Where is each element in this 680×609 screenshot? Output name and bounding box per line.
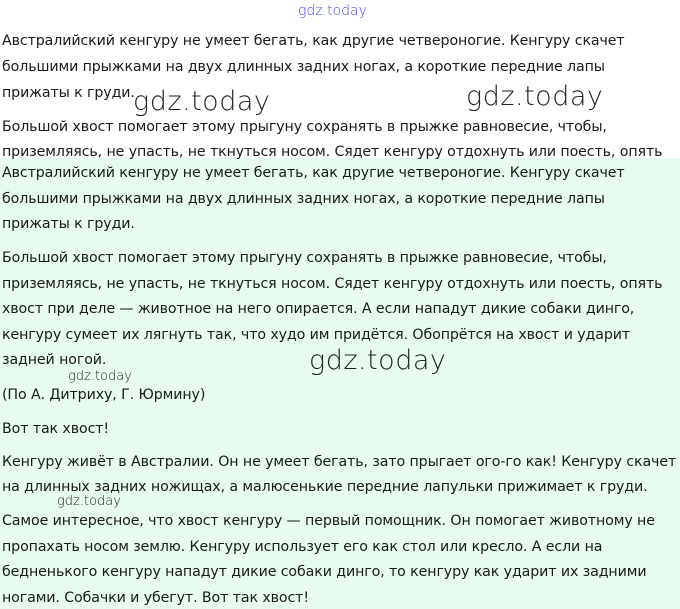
text-line: на длинных задних ножищах, а малюсенькие передние лапульки прижимает к груди. <box>2 479 648 495</box>
watermark: gdz.today <box>68 369 132 384</box>
text-line: большими прыжками на двух длинных задних ногах, а короткие передние лапы <box>2 59 605 75</box>
text-line: задней ногой. <box>2 352 107 368</box>
text-line: кенгуру сумеет их лягнуть так, что худо им придётся. Обопрётся на хвост и ударит <box>2 327 631 343</box>
story-title: Вот так хвост! <box>2 421 110 437</box>
attribution: (По А. Дитриху, Г. Юрмину) <box>2 387 206 403</box>
text-line: приземляясь, не упасть, не ткнуться носом. Сядет кенгуру отдохнуть или поесть, опять <box>2 144 663 160</box>
text-line: прижаты к груди. <box>2 216 135 232</box>
watermark: gdz.today <box>57 494 121 509</box>
watermark: gdz.today <box>133 86 271 117</box>
text-line: Австралийский кенгуру не умеет бегать, как другие четвероногие. Кенгуру скачет <box>2 33 625 49</box>
text-line: ногами. Собачки и убегут. Вот так хвост! <box>2 590 309 606</box>
text-line: хвост при деле — животное на него опирается. А если нападут дикие собаки динго, <box>2 301 635 317</box>
watermark: gdz.today <box>298 3 367 19</box>
text-line: Австралийский кенгуру не умеет бегать, как другие четвероногие. Кенгуру скачет <box>2 165 625 181</box>
text-line: Большой хвост помогает этому прыгуну сохранять в прыжке равновесие, чтобы, <box>2 119 607 135</box>
text-line: бедненького кенгуру нападут дикие собаки динго, то кенгуру как ударит их задними <box>2 564 647 580</box>
text-line: Большой хвост помогает этому прыгуну сохранять в прыжке равновесие, чтобы, <box>2 250 607 266</box>
text-line: пропахать носом землю. Кенгуру использует его как стол или кресло. А если на <box>2 539 603 555</box>
text-line: приземляясь, не упасть, не ткнуться носом. Сядет кенгуру отдохнуть или поесть, опять <box>2 276 663 292</box>
watermark: gdz.today <box>309 345 447 376</box>
text-line: большими прыжками на двух длинных задних ногах, а короткие передние лапы <box>2 191 605 207</box>
text-line: Кенгуру живёт в Австралии. Он не умеет бегать, зато прыгает ого-го как! Кенгуру скачет <box>2 454 677 470</box>
text-line: прижаты к груди. <box>2 85 135 101</box>
text-line: Самое интересное, что хвост кенгуру — первый помощник. Он помогает животному не <box>2 513 655 529</box>
watermark: gdz.today <box>466 81 604 112</box>
